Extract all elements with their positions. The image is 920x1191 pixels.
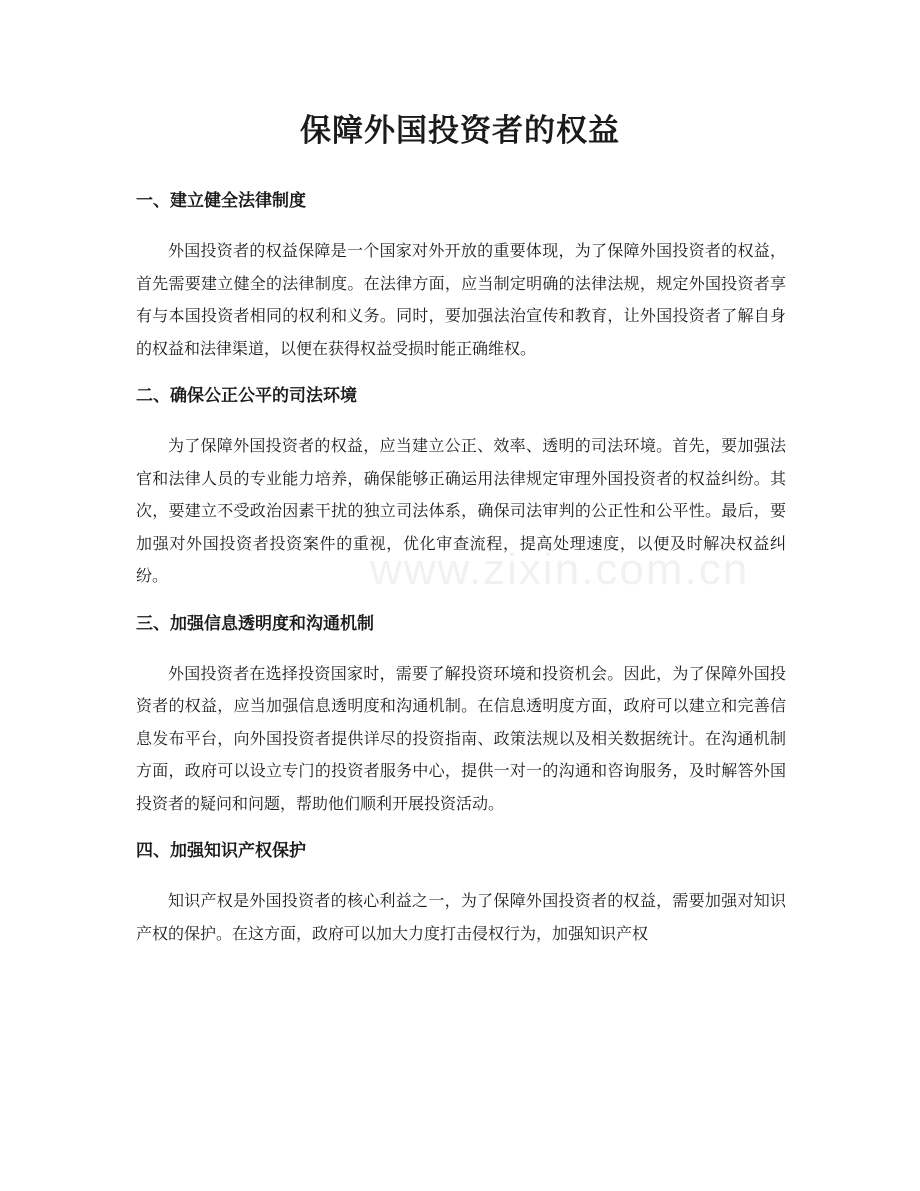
section-heading: 二、确保公正公平的司法环境 <box>136 386 357 406</box>
section-1 <box>136 184 786 365</box>
section-2 <box>136 379 786 593</box>
section-4 <box>136 834 786 950</box>
section-heading: 一、建立健全法律制度 <box>136 191 306 211</box>
section-paragraph: 外国投资者的权益保障是一个国家对外开放的重要体现，为了保障外国投资者的权益，首先需要建立健全的法律制度。在法律方面，应当制定明确的法律法规，规定外国投资者享有与本国投资者相同的权利和义务。同时，要加强法治宣传和教育，让外国投资者了解自身的权益和法律渠道，以便在获得权益受损时能正确维权。 <box>136 241 786 358</box>
document-title: 保障外国投资者的权益 <box>300 113 620 149</box>
section-heading: 三、加强信息透明度和沟通机制 <box>136 613 374 634</box>
section-paragraph: 知识产权是外国投资者的核心利益之一，为了保障外国投资者的权益，需要加强对知识产权的保护。在这方面，政府可以加大力度打击侵权行为，加强知识产权 <box>136 891 786 943</box>
section-paragraph: 为了保障外国投资者的权益，应当建立公正、效率、透明的司法环境。首先，要加强法官和法律人员的专业能力培养，确保能够正确运用法律规定审理外国投资者的权益纠纷。其次，要建立不受政治因素干扰的独立司法体系，确保司法审判的公正性和公平性。最后，要加强对外国投资者投资案件的重视，优化审查流程，提高处理速度，以便及时解决权益纠纷。 <box>136 436 786 585</box>
section-3 <box>136 607 786 821</box>
section-heading: 四、加强知识产权保护 <box>136 841 306 861</box>
section-paragraph: 外国投资者在选择投资国家时，需要了解投资环境和投资机会。因此，为了保障外国投资者的权益，应当加强信息透明度和沟通机制。在信息透明度方面，政府可以建立和完善信息发布平台，向外国投资者提供详尽的投资指南、政策法规以及相关数据统计。在沟通机制方面，政府可以设立专门的投资者服务中心，提供一对一的沟通和咨询服务，及时解答外国投资者的疑问和问题，帮助他们顺利开展投资活动。 <box>136 663 786 813</box>
document-body <box>136 184 786 964</box>
watermark: www.zixin.com.cn <box>370 545 750 594</box>
